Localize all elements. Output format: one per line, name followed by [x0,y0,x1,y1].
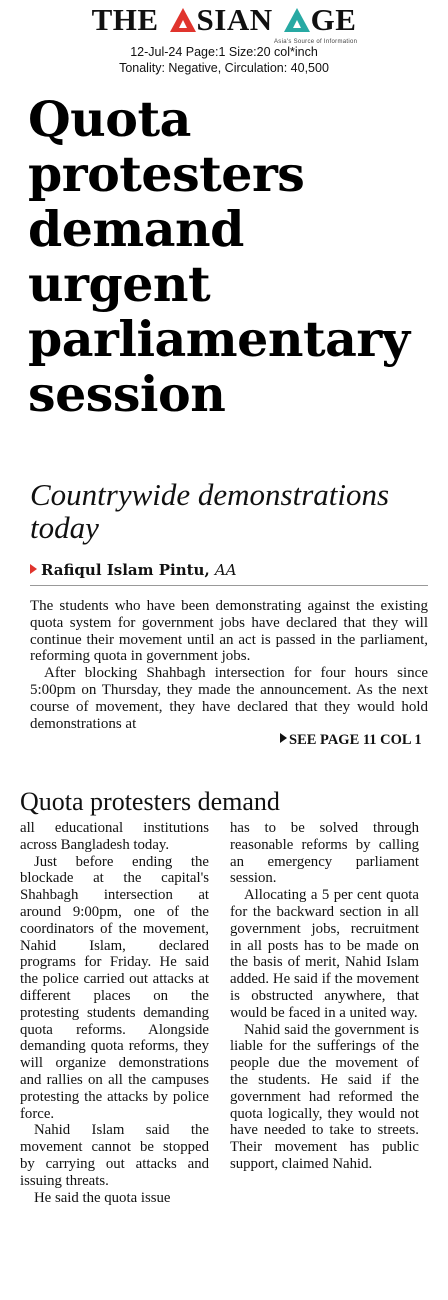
continuation-left-column [20,820,209,1206]
continuation-headline: Quota protesters demand [20,787,280,816]
body-paragraph: has to be solved through reasonable reforms by calling an emergency parliament session. [230,820,419,887]
byline-divider [30,585,428,586]
see-page-arrow-icon [280,733,287,743]
logo-text-the: THE [91,2,159,37]
newspaper-logo [92,4,357,36]
byline [30,561,237,579]
continuation-right-column [230,820,419,1173]
article-intro [30,598,428,732]
body-paragraph: Nahid said the government is liable for the sufferings of the people due the movement of the students. He said if the government had reformed the quota logically, they would not have needed to take to streets. Their movement has public support, claimed Nahid. [230,1021,419,1172]
byline-name: Rafiqul Islam Pintu, [41,561,210,579]
logo-text-sian: SIAN [196,2,273,37]
see-page-reference [280,732,422,749]
intro-paragraph: After blocking Shahbagh intersection for four hours since 5:00pm on Thursday, they made the announcement. As the next course of movement, they have declared that they would hold demonstrations at [30,665,428,732]
body-paragraph: all educational institutions across Bangladesh today. [20,820,209,853]
masthead [0,4,448,44]
intro-paragraph: The students who have been demonstrating against the existing quota system for government jobs have declared that they will continue their movement until an act is passed in the parliament, reforming quota in government jobs. [30,598,428,665]
body-paragraph: Allocating a 5 per cent quota for the backward section in all government jobs, recruitment in all posts has to be made on the basis of merit, Nahid Islam added. He said if the movement is obstructed anywhere, that would be faced in a united way. [230,887,419,1021]
body-paragraph: Nahid Islam said the movement cannot be stopped by carrying out attacks and issuing threats. [20,1122,209,1189]
body-paragraph: He said the quota issue [34,1189,171,1206]
article-subheadline: Countrywide demonstrations today [30,477,390,545]
logo-text-ge: GE [310,2,357,37]
logo-triangle-teal-icon [284,8,310,32]
byline-arrow-icon [30,564,37,574]
logo-tagline: Asia's Source of Information [274,39,358,45]
logo-triangle-red-icon [170,8,196,32]
byline-agency: AA [214,561,237,579]
body-paragraph: Just before ending the blockade at the capital's Shahbagh intersection at around 9:00pm, one of the coordinators of the movement, Nahid Islam, declared programs for Friday. He said the police carried out attacks at different places on the protesting students demanding quota reforms. Alongside demanding quota reforms, they will organize demonstrations and rallies on all the campuses protesting the attacks by police force. [20,853,209,1122]
see-page-label: SEE PAGE 11 COL 1 [289,732,422,748]
article-headline: Quota protesters demand urgent parliamentary session [28,90,410,423]
clipping-meta-tonality: Tonality: Negative, Circulation: 40,500 [119,61,329,75]
clipping-meta-size: 12-Jul-24 Page:1 Size:20 col*inch [130,45,318,59]
